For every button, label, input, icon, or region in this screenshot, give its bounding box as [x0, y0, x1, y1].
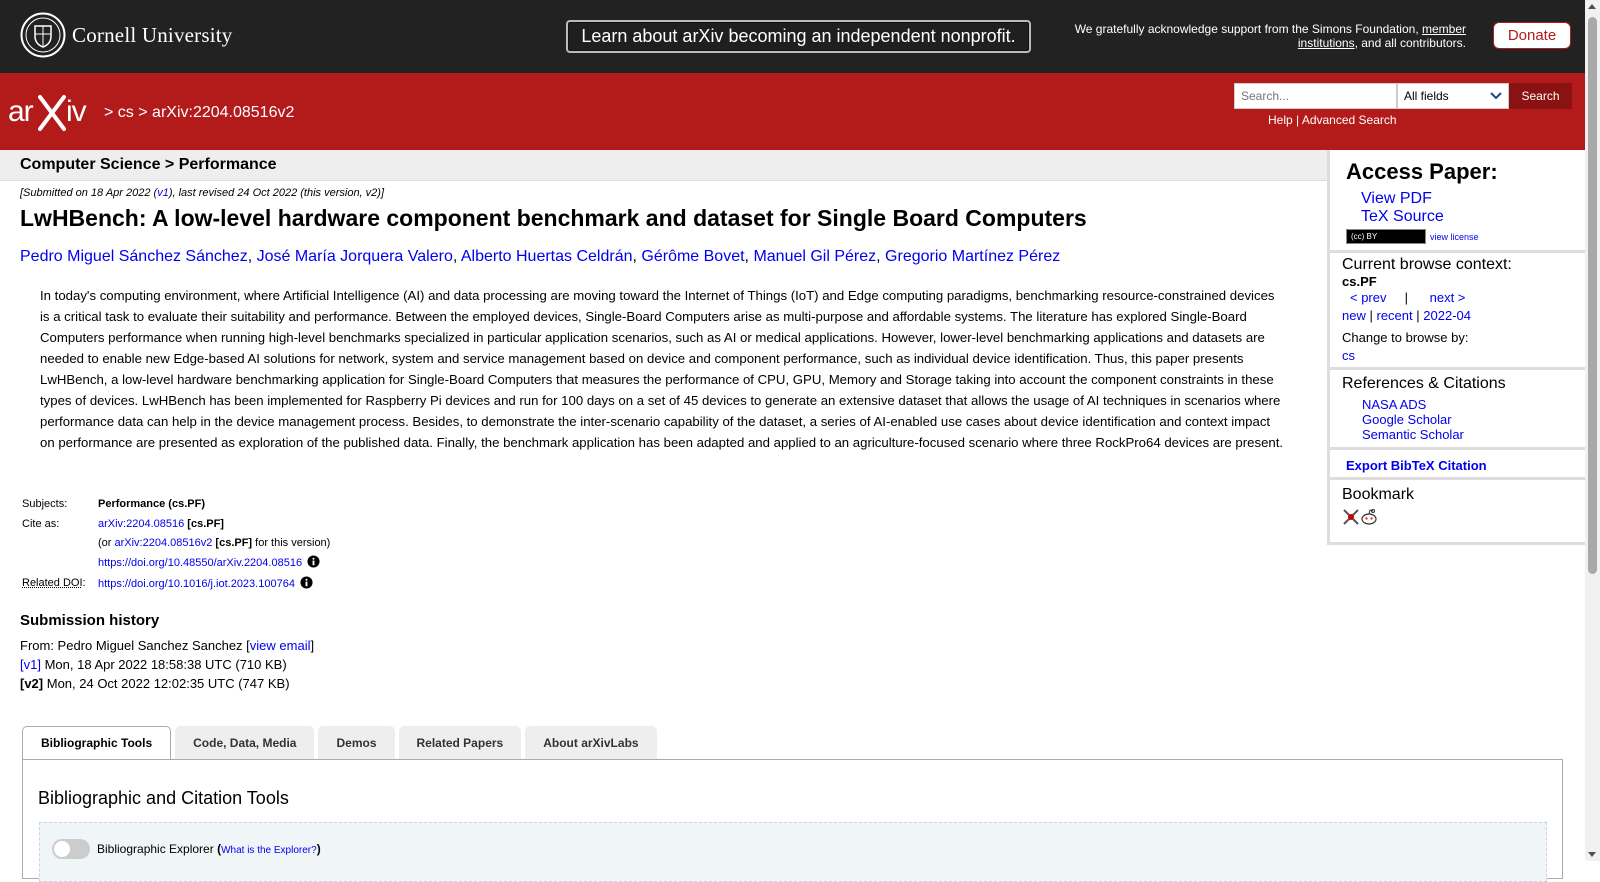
refs-title: References & Citations [1342, 375, 1506, 392]
svg-text:ar: ar [8, 95, 33, 128]
breadcrumb [104, 104, 294, 122]
history-v1-link[interactable]: [v1] [20, 657, 41, 672]
bookmark-title: Bookmark [1342, 486, 1415, 503]
colon: : [82, 577, 86, 589]
dateline [20, 187, 384, 199]
recent-link[interactable]: recent [1376, 308, 1413, 323]
new-link[interactable]: new [1342, 308, 1366, 323]
browse-cs-link[interactable]: cs [1342, 348, 1355, 363]
cite-category: [cs.PF] [184, 518, 224, 530]
access-title: Access Paper: [1346, 159, 1498, 184]
author-link[interactable]: Manuel Gil Pérez [753, 248, 877, 265]
abstract: In today's computing environment, where Artificial Intelligence (AI) and data processing are moving toward the Internet of Things (IoT) and Edge computing paradigms, benchmarking resource-constrained devices is a critical task to evaluate their suitability and performance. Between the employed devices, Single-Board Computers arise as multi-purpose and affordable systems. The literature has explored Single-Board Computers performance when running high-level benchmarks specialized in particular application scenarios, such as AI or medical applications. However, lower-level benchmarking applications and datasets are needed to enable new Edge-based AI solutions for network, system and service management based on device and component performance, such as individual device identification. Thus, this paper presents LwHBench, a low-level hardware benchmarking application for Single-Board Computers that measures the performance of CPU, GPU, Memory and Storage taking into account the component constraints in these types of devices. LwHBench has been implemented for Raspberry Pi devices and run for 100 days on a set of 45 devices to generate an extensive dataset that allows the usage of AI techniques in scenarios where performance data can help in the device management process. Besides, to demonstrate the inter-scenario capability of the dataset, a series of AI-enabled use cases about device identification and context impact on performance are presented as exploration of the published data. Finally, the benchmark application has been adapted and applied to an agriculture-focused scenario where three RockPro64 devices are present. [40, 288, 1284, 450]
browse-category: cs.PF [1342, 274, 1377, 289]
history-from: ] [310, 638, 315, 653]
breadcrumb-sep: > [104, 104, 114, 121]
v1-link[interactable]: v1 [157, 187, 169, 199]
search-links [1268, 113, 1397, 127]
history-v2-label: [v2] [20, 676, 44, 691]
svg-text:iv: iv [66, 95, 86, 128]
search-field-value: All fields [1404, 89, 1449, 103]
history-v2-text: Mon, 24 Oct 2022 12:02:35 UTC (747 KB) [43, 676, 290, 691]
divider: | [1416, 308, 1420, 323]
dateline-text: [Submitted on 18 Apr 2022 ( [20, 187, 158, 199]
advanced-search-link[interactable]: Advanced Search [1301, 113, 1397, 127]
cite-id-link[interactable]: arXiv:2204.08516 [98, 518, 185, 530]
explorer-label-text: Bibliographic Explorer [97, 842, 214, 856]
references-section [1330, 370, 1585, 450]
author-sep: , [247, 248, 257, 265]
paren: ( [213, 842, 222, 856]
cornell-logo[interactable] [20, 12, 233, 58]
dateline-text: ), last revised 24 Oct 2022 (this version, v2)] [168, 187, 385, 199]
labs-tabs [22, 726, 661, 760]
tab-related-papers[interactable]: Related Papers [399, 726, 522, 759]
view-license-link[interactable]: view license [1430, 231, 1479, 242]
license [1346, 229, 1569, 244]
access-paper-section [1330, 150, 1585, 253]
tab-code-data-media[interactable]: Code, Data, Media [175, 726, 314, 759]
top-banner [0, 0, 1585, 73]
search-input[interactable]: Search... [1234, 83, 1397, 109]
sidebar [1327, 150, 1585, 545]
divider: | [1296, 113, 1300, 127]
author-link[interactable]: Alberto Huertas Celdrán [460, 248, 633, 265]
arxiv-logo-icon[interactable] [8, 91, 102, 133]
subject-header: Computer Science > Performance [0, 150, 1327, 181]
nasa-ads-link[interactable]: NASA ADS [1362, 397, 1427, 412]
month-link[interactable]: 2022-04 [1423, 308, 1471, 323]
view-pdf-link[interactable]: View PDF [1361, 190, 1432, 207]
author-sep: , [632, 248, 642, 265]
bookmark-section [1330, 480, 1585, 540]
author-link[interactable]: Gérôme Bovet [641, 248, 745, 265]
author-link[interactable]: Pedro Miguel Sánchez Sánchez [20, 248, 248, 265]
google-scholar-link[interactable]: Google Scholar [1362, 412, 1452, 427]
info-icon[interactable] [300, 576, 313, 589]
tab-bibliographic-tools[interactable]: Bibliographic Tools [22, 726, 171, 760]
export-bibtex-link[interactable]: Export BibTeX Citation [1346, 458, 1487, 473]
support-text-part: , and all contributors. [1354, 36, 1466, 50]
explorer-box [39, 822, 1547, 882]
paren: ) [316, 842, 321, 856]
institution-name: Cornell University [72, 22, 233, 47]
author-sep: , [744, 248, 754, 265]
member-institutions-link[interactable]: member institutions [1297, 22, 1466, 50]
scroll-thumb[interactable] [1588, 17, 1597, 574]
info-icon[interactable] [307, 555, 320, 568]
divider: | [1369, 308, 1373, 323]
subjects-label: Subjects: [22, 498, 68, 510]
chevron-down-icon [1490, 92, 1502, 100]
explorer-label [97, 842, 321, 856]
author-link[interactable]: Gregorio Martínez Pérez [885, 248, 1061, 265]
cite-category: [cs.PF] [212, 537, 253, 549]
metadata-table [20, 497, 332, 597]
view-email-link[interactable]: view email [249, 638, 311, 653]
divider: | [1404, 290, 1408, 305]
tex-source-link[interactable]: TeX Source [1361, 208, 1444, 225]
related-doi-link[interactable]: https://doi.org/10.1016/j.iot.2023.100764 [98, 578, 295, 590]
panel-title: Bibliographic and Citation Tools [38, 788, 289, 808]
cite-or-text: (or [98, 537, 115, 549]
reddit-icon[interactable] [1360, 508, 1378, 526]
subjects-value: Performance (cs.PF) [98, 498, 205, 510]
browse-title: Current browse context: [1342, 256, 1512, 273]
search-field-select[interactable] [1397, 83, 1509, 109]
donate-button[interactable]: Donate [1493, 22, 1571, 49]
cite-version-link[interactable]: arXiv:2204.08516v2 [114, 537, 213, 549]
what-is-explorer-link[interactable]: What is the Explorer? [221, 845, 317, 856]
scroll-up-icon[interactable] [1588, 4, 1596, 9]
submission-history-title: Submission history [20, 612, 160, 629]
submission-history [20, 636, 314, 693]
next-link[interactable]: next > [1429, 290, 1466, 305]
history-v1-text: Mon, 18 Apr 2022 18:58:38 UTC (710 KB) [40, 657, 287, 672]
bibtex-section [1330, 450, 1585, 480]
related-doi-label: Related DOI [22, 577, 83, 589]
prev-link[interactable]: < prev [1350, 290, 1387, 305]
tab-panel [22, 759, 1563, 879]
history-from: From: Pedro Miguel Sanchez Sanchez [ [20, 638, 250, 653]
tab-demos[interactable]: Demos [318, 726, 394, 759]
scroll-down-icon[interactable] [1588, 852, 1596, 857]
cc-by-badge[interactable]: (cc) BY [1346, 229, 1426, 244]
doi-link[interactable]: https://doi.org/10.48550/arXiv.2204.08516 [98, 557, 303, 569]
author-sep: , [876, 248, 886, 265]
cite-label: Cite as: [22, 518, 60, 530]
bibsonomy-icon[interactable] [1342, 508, 1360, 526]
author-sep: , [452, 248, 461, 265]
browse-context-section [1330, 253, 1585, 370]
cite-or-text: for this version) [252, 537, 331, 549]
paper-title: LwHBench: A low-level hardware component benchmark and dataset for Single Board Computers [20, 205, 1087, 231]
breadcrumb-cs[interactable]: cs [117, 104, 134, 121]
author-link[interactable]: José María Jorquera Valero [256, 248, 453, 265]
tab-about-arxivlabs[interactable]: About arXivLabs [525, 726, 656, 759]
change-browse-label: Change to browse by: [1342, 330, 1469, 345]
cornell-seal-icon [20, 12, 66, 58]
support-text-part: We gratefully acknowledge support from the Simons Foundation, [1074, 22, 1422, 36]
breadcrumb-sep: > [138, 104, 148, 121]
author-list [20, 248, 1060, 266]
announcement-button[interactable]: Learn about arXiv becoming an independent nonprofit. [566, 20, 1031, 53]
explorer-toggle[interactable] [52, 839, 90, 859]
support-text [1026, 22, 1466, 50]
search-button[interactable]: Search [1509, 83, 1572, 109]
semantic-scholar-link[interactable]: Semantic Scholar [1362, 427, 1464, 442]
page-scrollbar[interactable] [1585, 0, 1600, 861]
breadcrumb-paper: arXiv:2204.08516v2 [152, 104, 295, 121]
help-link[interactable]: Help [1268, 113, 1293, 127]
arxiv-header [0, 73, 1585, 150]
